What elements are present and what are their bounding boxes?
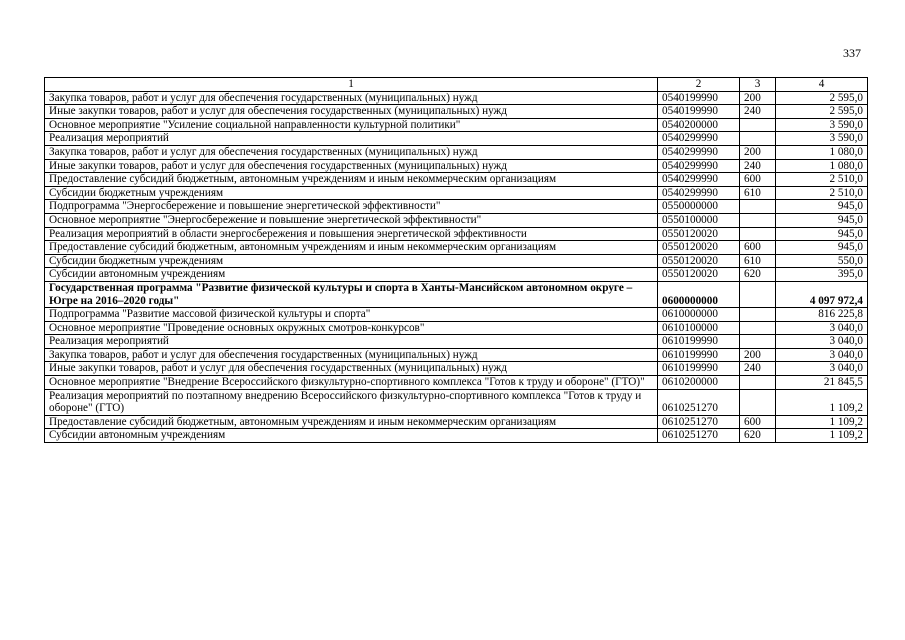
table-row bbox=[45, 213, 868, 227]
table-row bbox=[45, 389, 868, 415]
row-code-cell: 0540299990 bbox=[658, 159, 740, 173]
row-code-cell: 0540299990 bbox=[658, 173, 740, 187]
row-type-cell: 600 bbox=[740, 173, 776, 187]
row-code-cell: 0610200000 bbox=[658, 376, 740, 390]
row-type-cell bbox=[740, 213, 776, 227]
row-code-cell: 0540199990 bbox=[658, 105, 740, 119]
row-name-cell: Реализация мероприятий bbox=[45, 335, 658, 349]
table-row bbox=[45, 118, 868, 132]
row-code-cell: 0610251270 bbox=[658, 415, 740, 429]
row-name-cell: Реализация мероприятий bbox=[45, 132, 658, 146]
table-row bbox=[45, 145, 868, 159]
table-row bbox=[45, 241, 868, 255]
row-name-cell: Закупка товаров, работ и услуг для обеспечения государственных (муниципальных) нужд bbox=[45, 91, 658, 105]
row-sum-cell: 1 109,2 bbox=[776, 429, 868, 443]
row-code-cell: 0550120020 bbox=[658, 227, 740, 241]
row-name-cell: Закупка товаров, работ и услуг для обеспечения государственных (муниципальных) нужд bbox=[45, 348, 658, 362]
row-code-cell: 0610199990 bbox=[658, 335, 740, 349]
row-sum-cell: 945,0 bbox=[776, 227, 868, 241]
table-row bbox=[45, 91, 868, 105]
row-sum-cell: 2 595,0 bbox=[776, 105, 868, 119]
row-name-cell: Основное мероприятие "Внедрение Всероссийского физкультурно-спортивного комплекса "Готов к труду и обороне" (ГТО)" bbox=[45, 376, 658, 390]
row-name-cell: Предоставление субсидий бюджетным, автономным учреждениям и иным некоммерческим организациям bbox=[45, 241, 658, 255]
row-code-cell: 0600000000 bbox=[658, 281, 740, 307]
row-name-cell: Иные закупки товаров, работ и услуг для обеспечения государственных (муниципальных) нужд bbox=[45, 362, 658, 376]
row-type-cell bbox=[740, 281, 776, 307]
table-row bbox=[45, 159, 868, 173]
table-row bbox=[45, 268, 868, 282]
table-row bbox=[45, 132, 868, 146]
table-row bbox=[45, 321, 868, 335]
row-sum-cell: 945,0 bbox=[776, 200, 868, 214]
row-type-cell bbox=[740, 389, 776, 415]
row-sum-cell: 945,0 bbox=[776, 213, 868, 227]
row-name-cell: Подпрограмма "Энергосбережение и повышение энергетической эффективности" bbox=[45, 200, 658, 214]
row-sum-cell: 21 845,5 bbox=[776, 376, 868, 390]
row-code-cell: 0550100000 bbox=[658, 213, 740, 227]
row-sum-cell: 2 510,0 bbox=[776, 186, 868, 200]
row-name-cell: Субсидии автономным учреждениям bbox=[45, 429, 658, 443]
row-type-cell: 620 bbox=[740, 429, 776, 443]
row-sum-cell: 3 040,0 bbox=[776, 362, 868, 376]
row-sum-cell: 2 510,0 bbox=[776, 173, 868, 187]
table-row bbox=[45, 415, 868, 429]
row-name-cell: Основное мероприятие "Энергосбережение и повышение энергетической эффективности" bbox=[45, 213, 658, 227]
row-code-cell: 0610100000 bbox=[658, 321, 740, 335]
row-name-cell: Реализация мероприятий по поэтапному внедрению Всероссийского физкультурно-спортивного комплекса "Готов к труду и обороне" (ГТО) bbox=[45, 389, 658, 415]
row-type-cell bbox=[740, 227, 776, 241]
row-sum-cell: 1 080,0 bbox=[776, 145, 868, 159]
row-type-cell: 600 bbox=[740, 415, 776, 429]
row-sum-cell: 1 109,2 bbox=[776, 415, 868, 429]
row-type-cell: 240 bbox=[740, 362, 776, 376]
row-sum-cell: 3 040,0 bbox=[776, 348, 868, 362]
row-sum-cell: 550,0 bbox=[776, 254, 868, 268]
column-header-type: 3 bbox=[740, 78, 776, 92]
table-row bbox=[45, 281, 868, 307]
table-row bbox=[45, 376, 868, 390]
column-header-name: 1 bbox=[45, 78, 658, 92]
table-row bbox=[45, 173, 868, 187]
row-code-cell: 0540299990 bbox=[658, 145, 740, 159]
row-name-cell: Иные закупки товаров, работ и услуг для обеспечения государственных (муниципальных) нужд bbox=[45, 105, 658, 119]
page-number: 337 bbox=[843, 46, 861, 60]
row-sum-cell: 816 225,8 bbox=[776, 308, 868, 322]
table-row bbox=[45, 429, 868, 443]
row-type-cell: 600 bbox=[740, 241, 776, 255]
row-sum-cell: 395,0 bbox=[776, 268, 868, 282]
table-row bbox=[45, 227, 868, 241]
row-type-cell bbox=[740, 335, 776, 349]
row-sum-cell: 3 040,0 bbox=[776, 321, 868, 335]
row-name-cell: Государственная программа "Развитие физической культуры и спорта в Ханты-Мансийском автономном округе – Югре на 2016–2020 годы" bbox=[45, 281, 658, 307]
row-code-cell: 0550120020 bbox=[658, 241, 740, 255]
row-sum-cell: 3 590,0 bbox=[776, 132, 868, 146]
table-row bbox=[45, 335, 868, 349]
row-code-cell: 0540299990 bbox=[658, 186, 740, 200]
row-sum-cell: 1 080,0 bbox=[776, 159, 868, 173]
column-header-sum: 4 bbox=[776, 78, 868, 92]
row-type-cell bbox=[740, 321, 776, 335]
row-type-cell: 200 bbox=[740, 91, 776, 105]
row-code-cell: 0610251270 bbox=[658, 389, 740, 415]
row-sum-cell: 4 097 972,4 bbox=[776, 281, 868, 307]
row-type-cell bbox=[740, 118, 776, 132]
row-name-cell: Предоставление субсидий бюджетным, автономным учреждениям и иным некоммерческим организациям bbox=[45, 415, 658, 429]
row-sum-cell: 945,0 bbox=[776, 241, 868, 255]
row-code-cell: 0550000000 bbox=[658, 200, 740, 214]
table-row bbox=[45, 308, 868, 322]
table-row bbox=[45, 105, 868, 119]
row-name-cell: Иные закупки товаров, работ и услуг для обеспечения государственных (муниципальных) нужд bbox=[45, 159, 658, 173]
table-row bbox=[45, 362, 868, 376]
row-code-cell: 0610199990 bbox=[658, 362, 740, 376]
row-type-cell bbox=[740, 132, 776, 146]
row-code-cell: 0540200000 bbox=[658, 118, 740, 132]
row-type-cell: 620 bbox=[740, 268, 776, 282]
row-name-cell: Субсидии бюджетным учреждениям bbox=[45, 186, 658, 200]
budget-table bbox=[44, 77, 868, 443]
row-name-cell: Основное мероприятие "Усиление социальной направленности культурной политики" bbox=[45, 118, 658, 132]
row-sum-cell: 2 595,0 bbox=[776, 91, 868, 105]
row-type-cell: 240 bbox=[740, 105, 776, 119]
row-code-cell: 0610199990 bbox=[658, 348, 740, 362]
row-type-cell bbox=[740, 308, 776, 322]
table-row bbox=[45, 186, 868, 200]
row-name-cell: Субсидии бюджетным учреждениям bbox=[45, 254, 658, 268]
row-code-cell: 0550120020 bbox=[658, 268, 740, 282]
row-name-cell: Предоставление субсидий бюджетным, автономным учреждениям и иным некоммерческим организациям bbox=[45, 173, 658, 187]
row-name-cell: Закупка товаров, работ и услуг для обеспечения государственных (муниципальных) нужд bbox=[45, 145, 658, 159]
row-sum-cell: 1 109,2 bbox=[776, 389, 868, 415]
row-name-cell: Основное мероприятие "Проведение основных окружных смотров-конкурсов" bbox=[45, 321, 658, 335]
budget-table-body bbox=[45, 78, 868, 443]
table-row bbox=[45, 254, 868, 268]
row-name-cell: Субсидии автономным учреждениям bbox=[45, 268, 658, 282]
row-type-cell bbox=[740, 376, 776, 390]
row-name-cell: Подпрограмма "Развитие массовой физической культуры и спорта" bbox=[45, 308, 658, 322]
row-type-cell: 610 bbox=[740, 186, 776, 200]
row-name-cell: Реализация мероприятий в области энергосбережения и повышения энергетической эффективности bbox=[45, 227, 658, 241]
row-code-cell: 0550120020 bbox=[658, 254, 740, 268]
row-type-cell: 200 bbox=[740, 145, 776, 159]
row-type-cell: 610 bbox=[740, 254, 776, 268]
row-type-cell bbox=[740, 200, 776, 214]
row-code-cell: 0540299990 bbox=[658, 132, 740, 146]
row-code-cell: 0610000000 bbox=[658, 308, 740, 322]
table-header-row bbox=[45, 78, 868, 92]
table-row bbox=[45, 200, 868, 214]
row-type-cell: 200 bbox=[740, 348, 776, 362]
row-code-cell: 0540199990 bbox=[658, 91, 740, 105]
row-sum-cell: 3 040,0 bbox=[776, 335, 868, 349]
column-header-code: 2 bbox=[658, 78, 740, 92]
row-code-cell: 0610251270 bbox=[658, 429, 740, 443]
table-row bbox=[45, 348, 868, 362]
row-type-cell: 240 bbox=[740, 159, 776, 173]
row-sum-cell: 3 590,0 bbox=[776, 118, 868, 132]
